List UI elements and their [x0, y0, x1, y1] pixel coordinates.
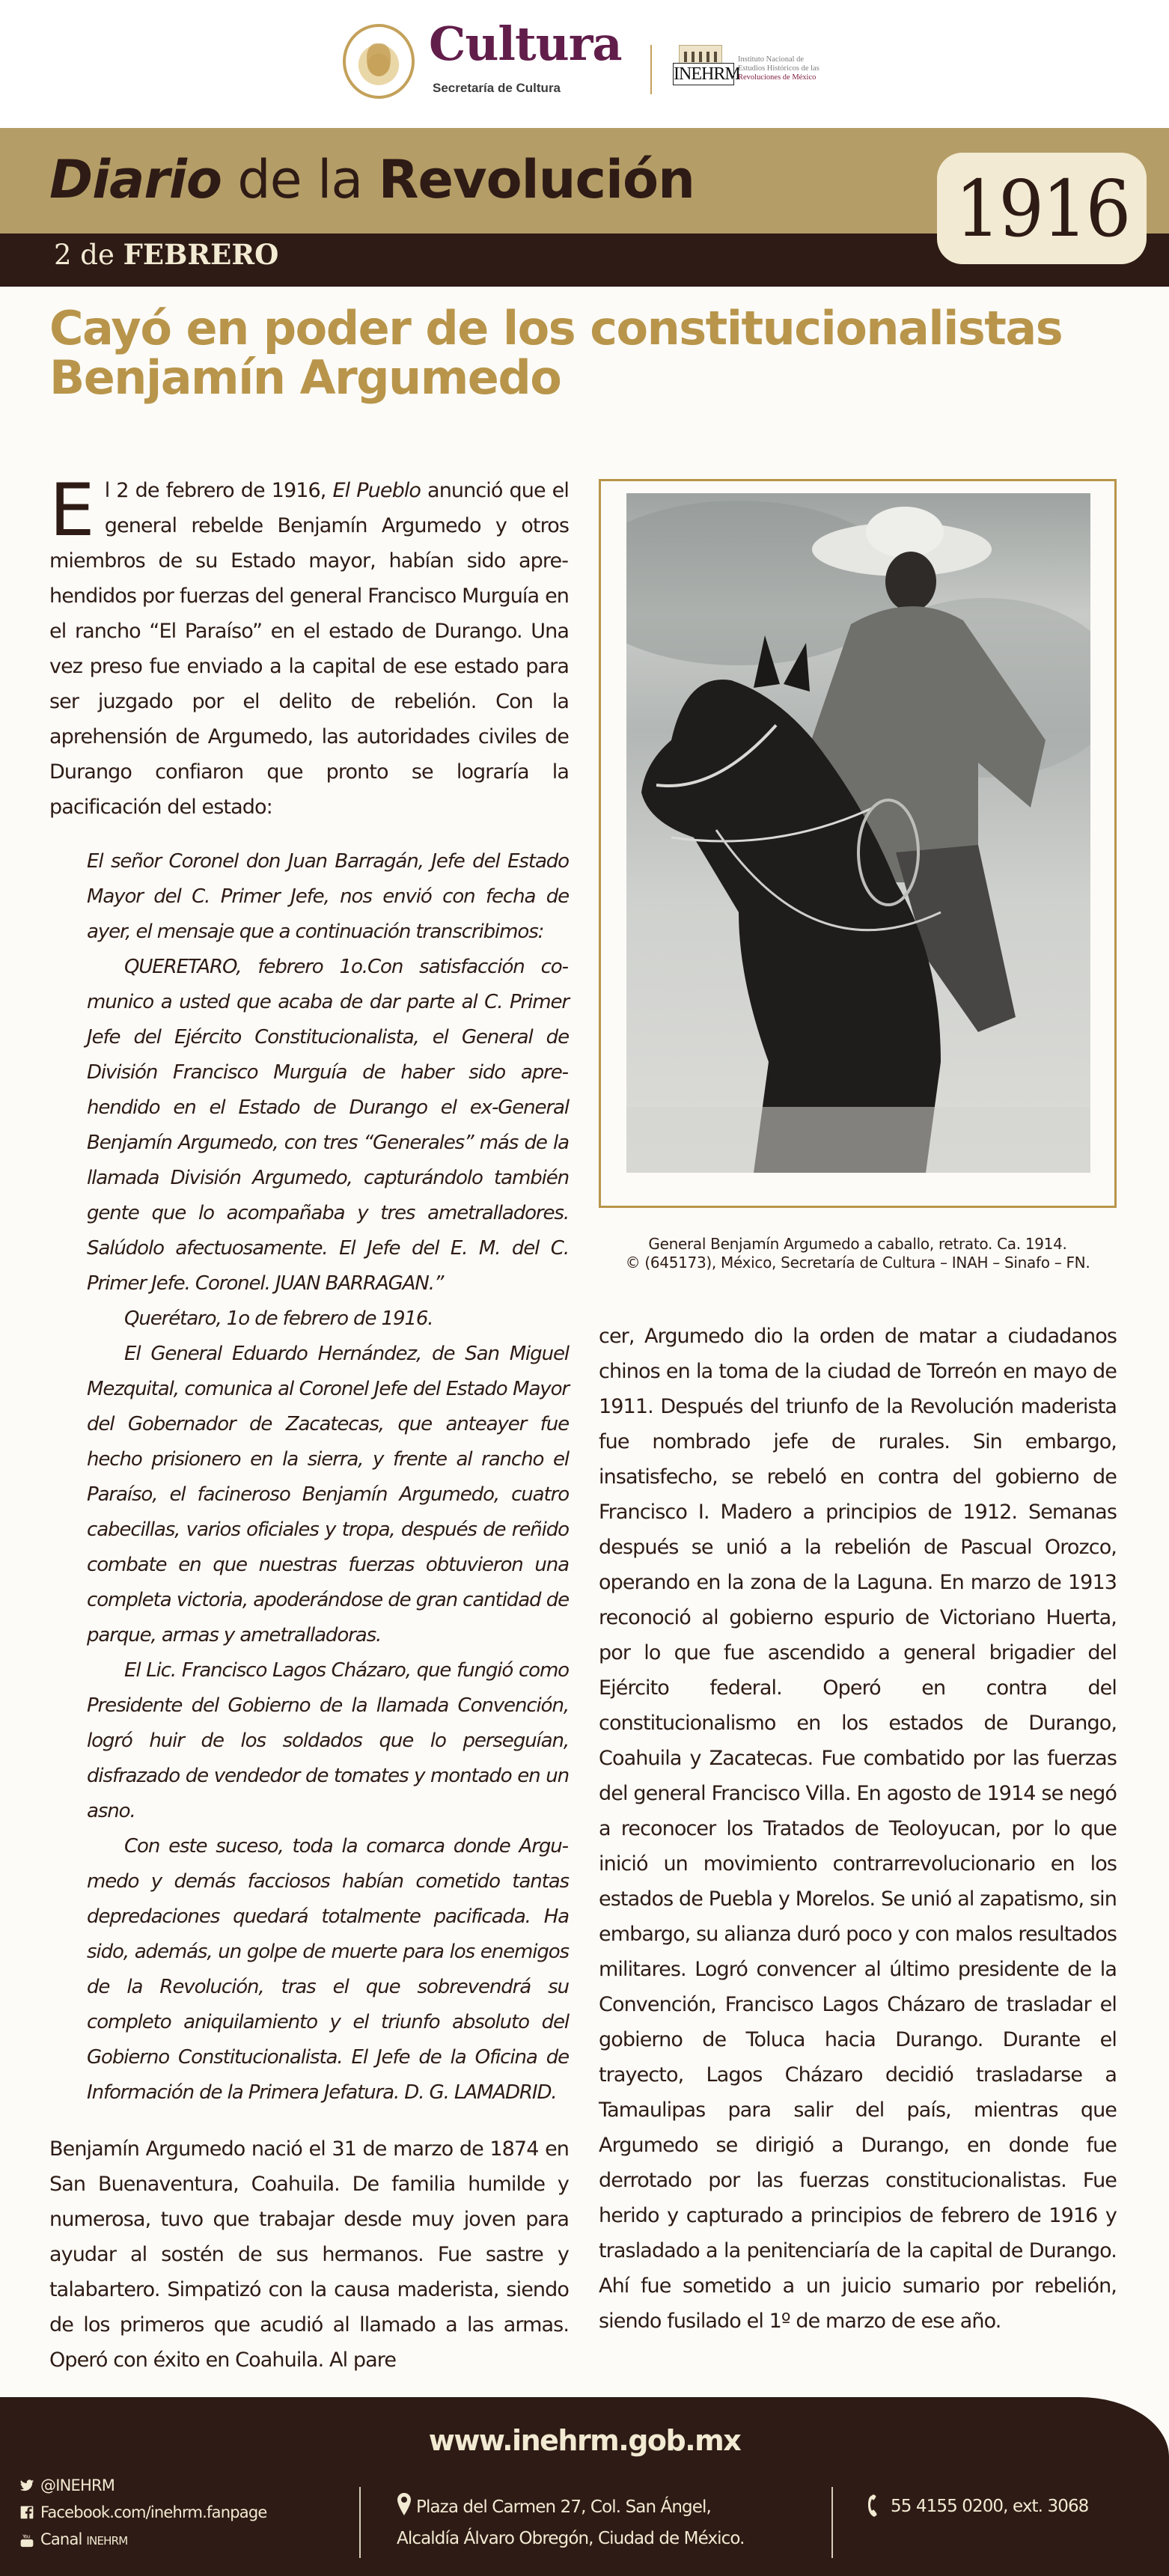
- series-title: [49, 149, 695, 210]
- bio-paragraph-right: cer, Argumedo dio la orden de matar a ciudadanos chinos en la toma de la ciudad de Torreón en mayo de 1911. Después del triunfo de la Revolución maderista fue nombrado jefe de rurales. Sin embargo, insatisfecho, se rebeló en contra del gobierno de Francisco I. Madero a principios de 1912. Semanas después se unió a la rebelión de Pascual Orozco, operando en la zona de la Laguna. En marzo de 1913 reconoció al gobierno espurio de Victoriano Huerta, por lo que fue ascendido a general brigadier del Ejército federal. Operó en contra del constitucionalismo en los estados de Durango, Coahuila y Zacatecas. Fue combatido por las fuerzas del general Francisco Villa. En agosto de 1914 se negó a reconocer los Tratados de Teoloyucan, por lo que inició un movimiento contrarrevolucionario en los estados de Puebla y Morelos. Se unió al zapatismo, sin embargo, su alianza duró poco y con malos resultados militares. Logró convencer al último presidente de la Convención, Francisco Lagos Cházaro de trasladar el gobierno de Toluca hacia Durango. Durante el trayecto, Lagos Cházaro decidió trasladarse a Tamaulipas para salir del país, mientras que Argumedo se dirigió a Durango, en donde fue derrotado por las fuerzas constitucionalistas. Fue herido y capturado a principios de febrero de 1916 y trasladado a la penitenciaría de la capital de Durango. Ahí fue sometido a un juicio sumario por rebelión, siendo fusilado el 1º de marzo de ese año.: [599, 1325, 1117, 2333]
- location-pin-icon: [397, 2493, 412, 2524]
- footer-divider: [831, 2487, 833, 2558]
- series-word-revolucion: Revolución: [378, 149, 695, 210]
- inehrm-line1: Instituto Nacional de: [738, 55, 805, 64]
- quote-paragraph: El señor Coronel don Juan Barragán, Jefe del Estado Mayor del C. Primer Jefe, nos envió con fecha de ayer, el mensaje que a continuación transcribimos:: [87, 850, 569, 943]
- svg-text:You: You: [22, 2533, 30, 2540]
- phone-number: 55 4155 0200, ext. 3068: [891, 2497, 1089, 2516]
- intro-text-a: l 2 de febrero de 1916,: [104, 479, 333, 502]
- inehrm-line2: Estudios Históricos de las: [738, 64, 819, 73]
- social-links: [19, 2472, 266, 2554]
- quote-paragraph: El Lic. Francisco Lagos Cházaro, que fungió como Presidente del Gobierno de la llamada Convención, logró huir de los soldados que lo perseguían, disfrazado de vendedor de tomates y montado en un asno.: [87, 1659, 569, 1822]
- photo-frame: [599, 479, 1117, 1208]
- right-column: [599, 1319, 1117, 2339]
- article-headline: Cayó en poder de los constitucionalistas Benjamín Argumedo: [49, 301, 1063, 405]
- caption-title: General Benjamín Argumedo a caballo, retrato. Ca. 1914.: [648, 1235, 1067, 1253]
- address: [397, 2493, 816, 2553]
- address-line1: Plaza del Carmen 27, Col. San Ángel,: [416, 2497, 711, 2517]
- quote-paragraph: QUERETARO, febrero 1o.Con satisfacción comunico a usted que acaba de dar parte al C. Primer Jefe del Ejército Constitucionalista, el General de División Francisco Murguía de haber sido aprehendido en el Estado de Durango el ex-General Benjamín Argumedo, con tres “Generales” más de la llamada División Argumedo, capturándolo también gente que lo acompañaba y tres ametralladores. Salúdolo afectuosamente. El Jefe del E. M. del C. Primer Jefe. Coronel. JUAN BARRAGAN.”: [87, 956, 569, 1295]
- footer: [0, 2397, 1169, 2576]
- logo-divider: [650, 45, 652, 94]
- date-label: [54, 238, 279, 271]
- date-day: 2 de: [54, 239, 123, 271]
- footer-divider: [359, 2487, 361, 2558]
- series-word-diario: Diario: [49, 149, 222, 210]
- youtube-prefix: Canal: [40, 2530, 87, 2548]
- youtube-label: [40, 2526, 127, 2554]
- quote-paragraph: Querétaro, 1o de febrero de 1916.: [124, 1307, 433, 1330]
- youtube-icon: [19, 2532, 34, 2548]
- year-badge: [937, 153, 1147, 264]
- series-word-de-la: de la: [221, 149, 379, 210]
- date-month: FEBRERO: [123, 238, 279, 271]
- twitter-link[interactable]: [19, 2472, 266, 2499]
- youtube-link[interactable]: [19, 2526, 266, 2554]
- cultura-logo: Cultura: [429, 16, 622, 71]
- secretaria-label: Secretaría de Cultura: [433, 81, 561, 95]
- left-column: [49, 468, 569, 2378]
- inehrm-wordmark: INEHRM: [674, 64, 740, 84]
- facebook-icon: [19, 2504, 34, 2521]
- quote-paragraph: El General Eduardo Hernández, de San Miguel Mezquital, comunica al Coronel Jefe del Estado Mayor del Gobernador de Zacatecas, que anteayer fue hecho prisionero en la sierra, y frente al rancho el Paraíso, el facineroso Benjamín Argumedo, cuatro cabecillas, varios oficiales y tropa, después de reñido combate en que nuestras fuerzas obtuvieron una completa victoria, apoderándose de gran cantidad de parque, armas y ametralladoras.: [87, 1343, 569, 1646]
- intro-text-b: anunció que el general rebelde Benjamín Argumedo y otros miembros de su Estado mayor, habían sido aprehendidos por fuerzas del general Francisco Murguía en el rancho “El Paraíso” en el estado de Durango. Una vez preso fue enviado a la capital de ese estado para ser juzgado por el delito de rebelión. Con la aprehensión de Argumedo, las autoridades civiles de Durango confiaron que pronto se lograría la pacificación del estado:: [49, 479, 569, 819]
- drop-cap: E: [49, 468, 94, 552]
- twitter-icon: [19, 2477, 34, 2494]
- inehrm-line3: Revoluciones de México: [738, 73, 817, 82]
- website-link[interactable]: www.inehrm.gob.mx: [428, 2424, 741, 2457]
- inehrm-logo: [673, 45, 740, 85]
- logo-header: [0, 0, 1169, 128]
- facebook-link[interactable]: [19, 2499, 266, 2526]
- address-line2: Alcaldía Álvaro Obregón, Ciudad de México.: [397, 2529, 745, 2548]
- twitter-handle: @INEHRM: [40, 2476, 115, 2494]
- phone-icon: [867, 2494, 882, 2518]
- caption-credit: © (645173), México, Secretaría de Cultura – INAH – Sinafo – FN.: [625, 1254, 1090, 1272]
- newspaper-name: El Pueblo: [332, 479, 421, 502]
- photo-illustration: [626, 493, 1090, 1173]
- photo-caption: [591, 1235, 1124, 1272]
- phone-contact[interactable]: [867, 2494, 1088, 2518]
- quoted-dispatch: [49, 844, 569, 2110]
- mexican-seal-icon: [343, 24, 415, 99]
- youtube-channel: INEHRM: [86, 2534, 128, 2548]
- intro-paragraph: [49, 468, 569, 825]
- bio-paragraph-left: Benjamín Argumedo nació el 31 de marzo de 1874 en San Buenaventura, Coahuila. De familia humilde y numerosa, tuvo que trabajar desde muy joven para ayudar al sostén de sus hermanos. Fue sastre y talabartero. Simpatizó con la causa maderista, siendo de los primeros que acudió al llamado a las armas. Operó con éxito en Coahuila. Al pare: [49, 2137, 569, 2372]
- year-text: 1916: [954, 162, 1129, 254]
- quote-paragraph: Con este suceso, toda la comarca donde Argumedo y demás facciosos habían cometido tantas depredaciones quedará totalmente pacificada. Ha sido, además, un golpe de muerte para los enemigos de la Revolución, tras el que sobrevendrá su completo aniquilamiento y el triunfo absoluto del Gobierno Constitucionalista. El Jefe de la Oficina de Información de la Primera Jefatura. D. G. LAMADRID.: [87, 1835, 569, 2104]
- facebook-url: Facebook.com/inehrm.fanpage: [40, 2503, 267, 2521]
- inehrm-fullname: [738, 55, 819, 82]
- argumedo-on-horse-photo: [626, 493, 1090, 1173]
